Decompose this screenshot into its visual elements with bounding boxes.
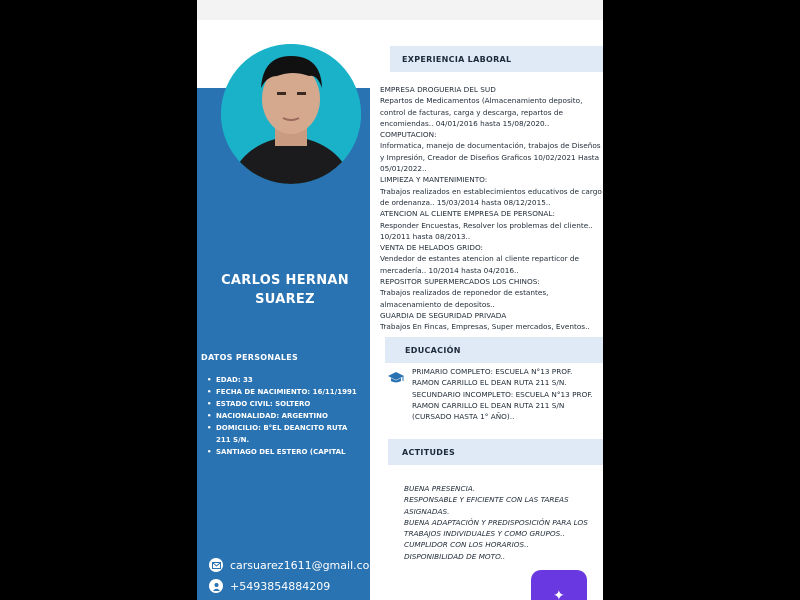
mail-icon xyxy=(209,558,223,572)
personal-item-civil-status: • ESTADO CIVIL: SOLTERO xyxy=(207,398,357,410)
experience-item: Trabajos En Fincas, Empresas, Super mercados, Eventos.. xyxy=(380,322,590,332)
personal-data-title: DATOS PERSONALES xyxy=(201,353,299,362)
floating-action-button[interactable] xyxy=(531,570,587,600)
person-icon xyxy=(209,579,223,593)
experience-item: ATENCION AL CLIENTE EMPRESA DE PERSONAL: xyxy=(380,209,555,219)
experience-item: LIMPIEZA Y MANTENIMIENTO: xyxy=(380,175,488,185)
attitude-item: DISPONIBILIDAD DE MOTO.. xyxy=(404,551,506,561)
experience-item: VENTA DE HELADOS GRIDO: xyxy=(380,243,484,253)
resume-document xyxy=(197,0,603,600)
profile-photo xyxy=(221,44,361,184)
experience-item: Repartos de Medicamentos (Almacenamiento deposito, control de facturas, carga y descarga, repartos de encomiendas.. 04/01/2016 hasta 15/08/2020.. xyxy=(380,96,583,128)
attitudes-header: ACTITUDES xyxy=(388,439,603,465)
attitude-item: BUENA ADAPTACIÓN Y PREDISPOSICIÓN PARA LOS TRABAJOS INDIVIDUALES Y COMO GRUPOS.. xyxy=(404,517,588,539)
personal-item-city: • SANTIAGO DEL ESTERO (CAPITAL xyxy=(207,446,357,458)
name-line-2: SUAREZ xyxy=(255,292,315,307)
experience-item: Responder Encuestas, Resolver los problemas del cliente.. 10/2011 hasta 08/2013.. xyxy=(380,220,593,241)
education-item: SECUNDARIO INCOMPLETO: ESCUELA N°13 PROF. RAMON CARRILLO EL DEAN RUTA 211 S/N (CURSADO HASTA 1° AÑO).. xyxy=(412,389,593,422)
contact-phone[interactable] xyxy=(209,579,330,593)
personal-data-list xyxy=(207,374,357,458)
education-list xyxy=(412,366,597,422)
contact-phone-text: +5493854884209 xyxy=(230,579,331,593)
experience-item: Trabajos realizados en establecimientos educativos de cargo de ordenanza.. 15/03/2014 hasta 08/12/2015.. xyxy=(380,186,602,207)
experience-item: REPOSITOR SUPERMERCADOS LOS CHINOS: xyxy=(380,277,540,287)
experience-item: COMPUTACION: xyxy=(380,130,437,140)
contact-email-text: carsuarez1611@gmail.com xyxy=(230,558,381,572)
contact-email[interactable] xyxy=(209,558,380,572)
experience-item: Informatica, manejo de documentación, trabajos de Diseños y Impresión, Creador de Diseños Graficos 10/02/2021 Hasta 05/01/2022.. xyxy=(380,141,601,174)
attitude-item: CUMPLIDOR CON LOS HORARIOS.. xyxy=(404,540,529,550)
education-item: PRIMARIO COMPLETO: ESCUELA N°13 PROF. RAMON CARRILLO EL DEAN RUTA 211 S/N. xyxy=(412,367,573,388)
attitude-item: RESPONSABLE Y EFICIENTE CON LAS TAREAS ASIGNADAS. xyxy=(404,495,569,516)
experience-item: EMPRESA DROGUERIA DEL SUD xyxy=(380,85,496,94)
experience-header: EXPERIENCIA LABORAL xyxy=(390,46,603,72)
personal-item-nationality: • NACIONALIDAD: ARGENTINO xyxy=(207,410,357,422)
candidate-name xyxy=(213,271,357,309)
attitudes-list xyxy=(404,483,600,562)
education-header: EDUCACIÓN xyxy=(385,337,603,363)
sparkle-icon: ✦ xyxy=(553,588,565,600)
graduation-cap-icon xyxy=(387,370,405,384)
experience-item: Vendedor de estantes atencion al cliente reparticor de mercadería.. 10/2014 hasta 04/2016.. xyxy=(380,254,580,275)
name-line-1: CARLOS HERNAN xyxy=(221,273,349,288)
personal-item-address: • DOMICILIO: B°EL DEANCITO RUTA xyxy=(207,422,357,434)
page-top-strip xyxy=(197,0,603,20)
personal-item-birthdate: • FECHA DE NACIMIENTO: 16/11/1991 xyxy=(207,386,357,398)
experience-item: GUARDIA DE SEGURIDAD PRIVADA xyxy=(380,310,507,320)
personal-item-age: • EDAD: 33 xyxy=(207,374,357,386)
attitude-item: BUENA PRESENCIA. xyxy=(404,484,476,493)
experience-list xyxy=(380,84,602,333)
experience-item: Trabajos realizados de reponedor de estantes, almacenamiento de depositos.. xyxy=(380,288,549,309)
personal-item-address-cont: 211 S/N. xyxy=(216,436,250,444)
